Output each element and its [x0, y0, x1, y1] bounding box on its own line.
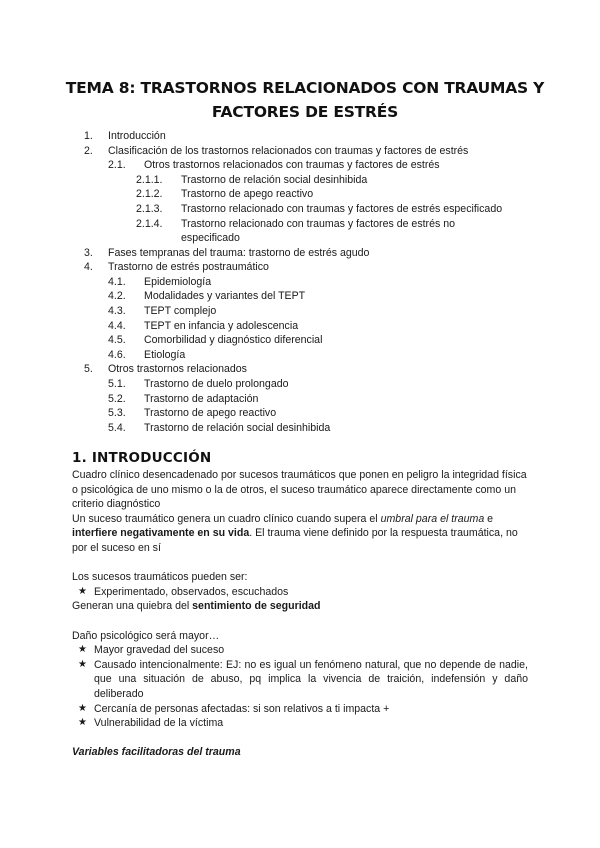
toc-text: Trastorno de relación social desinhibida	[144, 421, 331, 434]
list-item-text: Cercanía de personas afectadas: si son relativos a ti impacta +	[94, 702, 390, 715]
list-item-text: Experimentado, observados, escuchados	[94, 585, 289, 598]
text-run: Generan una quiebra del	[72, 600, 193, 613]
section-body	[72, 468, 528, 760]
toc-text: Introducción	[108, 130, 166, 142]
toc-text: Clasificación de los trastornos relacionados con traumas y factores de estrés	[108, 144, 469, 157]
list-item	[72, 702, 528, 717]
toc-item	[0, 319, 600, 334]
toc-number: 1.	[84, 130, 93, 142]
toc-text: Trastorno de estrés postraumático	[108, 261, 269, 274]
toc-item	[0, 173, 600, 188]
list-item-text: Vulnerabilidad de la víctima	[94, 717, 224, 730]
toc-item	[0, 304, 600, 319]
toc-text: TEPT en infancia y adolescencia	[144, 319, 299, 332]
toc-item	[0, 246, 600, 261]
paragraph: Daño psicológico será mayor…	[72, 629, 220, 642]
toc-text: Trastorno relacionado con traumas y factores de estrés no especificado	[181, 217, 456, 245]
toc-item	[0, 333, 600, 348]
toc-item	[0, 406, 600, 421]
star-bullet-icon: ★	[78, 585, 87, 597]
toc-item	[0, 158, 600, 173]
toc-text: Trastorno de relación social desinhibida	[181, 173, 368, 186]
paragraph: Los sucesos traumáticos pueden ser:	[72, 571, 248, 584]
toc-number: 4.5.	[108, 334, 126, 347]
toc-item	[0, 129, 600, 144]
list-item-text: Mayor gravedad del suceso	[94, 644, 225, 657]
toc-number: 2.1.	[108, 159, 126, 172]
toc-item	[0, 392, 600, 407]
toc-item	[0, 275, 600, 290]
toc-number: 2.1.4.	[136, 217, 163, 230]
star-bullet-icon: ★	[78, 644, 87, 656]
toc-number: 4.3.	[108, 304, 126, 317]
table-of-contents	[0, 129, 600, 435]
toc-number: 5.1.	[108, 377, 126, 390]
toc-item	[0, 377, 600, 392]
toc-number: 4.6.	[108, 348, 126, 361]
toc-item	[0, 144, 600, 159]
toc-number: 4.	[84, 261, 93, 274]
toc-item	[0, 187, 600, 202]
toc-number: 2.1.1.	[136, 173, 163, 186]
paragraph	[72, 599, 528, 614]
toc-number: 2.	[84, 144, 93, 157]
toc-number: 2.1.3.	[136, 202, 163, 215]
title-line-2: FACTORES DE ESTRÉS	[211, 103, 399, 121]
list-item	[72, 585, 528, 600]
paragraph	[72, 512, 528, 556]
section-heading: 1. INTRODUCCIÓN	[72, 450, 212, 466]
toc-number: 4.4.	[108, 319, 126, 332]
toc-number: 5.2.	[108, 392, 126, 405]
toc-text: Otros trastornos relacionados con traumas y factores de estrés	[144, 159, 440, 172]
toc-item	[0, 217, 600, 246]
star-bullet-icon: ★	[78, 658, 87, 670]
toc-text: Otros trastornos relacionados	[108, 363, 247, 376]
text-run: e	[484, 512, 494, 525]
text-run: Un suceso traumático genera un cuadro clínico cuando supera el	[72, 512, 381, 525]
spacer	[72, 731, 528, 746]
toc-number: 4.1.	[108, 275, 126, 288]
toc-text: TEPT complejo	[144, 304, 217, 317]
toc-number: 4.2.	[108, 290, 126, 303]
toc-text: Trastorno de adaptación	[144, 392, 259, 405]
toc-text: Etiología	[144, 348, 186, 361]
star-bullet-icon: ★	[78, 702, 87, 714]
subheading: Variables facilitadoras del trauma	[72, 746, 241, 759]
title-line-1: TEMA 8: TRASTORNOS RELACIONADOS CON TRAUMAS Y	[65, 79, 545, 97]
toc-text: Comorbilidad y diagnóstico diferencial	[144, 334, 323, 347]
toc-text: Modalidades y variantes del TEPT	[144, 290, 306, 303]
italic-term: umbral para el trauma	[380, 512, 485, 525]
toc-text: Fases tempranas del trauma: trastorno de estrés agudo	[108, 246, 370, 259]
toc-item	[0, 348, 600, 363]
spacer	[72, 614, 528, 629]
list-item-text: Causado intencionalmente: EJ: no es igual un fenómeno natural, que no depende de nadie, que una situación de abuso, pq implica la vivencia de traición, indefensión y daño deliberado	[94, 658, 528, 700]
toc-text: Trastorno de apego reactivo	[181, 188, 314, 201]
toc-text: Trastorno relacionado con traumas y factores de estrés especificado	[181, 202, 503, 215]
list-item	[72, 716, 528, 731]
toc-text: Trastorno de duelo prolongado	[144, 377, 289, 390]
toc-item	[0, 202, 600, 217]
list-item	[72, 643, 528, 658]
document-title	[60, 76, 550, 124]
toc-number: 5.	[84, 363, 93, 376]
toc-text: Epidemiología	[144, 275, 212, 288]
toc-item	[0, 260, 600, 275]
star-bullet-icon: ★	[78, 717, 87, 729]
toc-number: 5.3.	[108, 407, 126, 420]
list-item	[72, 658, 528, 702]
bullet-list	[72, 585, 528, 600]
toc-number: 5.4.	[108, 421, 126, 434]
bold-term: interfiere negativamente en su vida	[72, 527, 250, 540]
bullet-list	[72, 643, 528, 731]
toc-text: Trastorno de apego reactivo	[144, 407, 277, 420]
paragraph: Cuadro clínico desencadenado por sucesos traumáticos que ponen en peligro la integridad física o psicológica de uno mismo o la de otros, el suceso traumático aparece directamente como un criterio diagnóstico	[72, 469, 527, 511]
toc-item	[0, 362, 600, 377]
spacer	[72, 556, 528, 571]
toc-number: 2.1.2.	[136, 188, 163, 201]
toc-number: 3.	[84, 246, 93, 259]
toc-item	[0, 289, 600, 304]
text-run: . El trauma viene definido por la respuesta traumática, no por el suceso en sí	[72, 527, 518, 554]
toc-item	[0, 421, 600, 436]
bold-term: sentimiento de seguridad	[192, 600, 321, 613]
